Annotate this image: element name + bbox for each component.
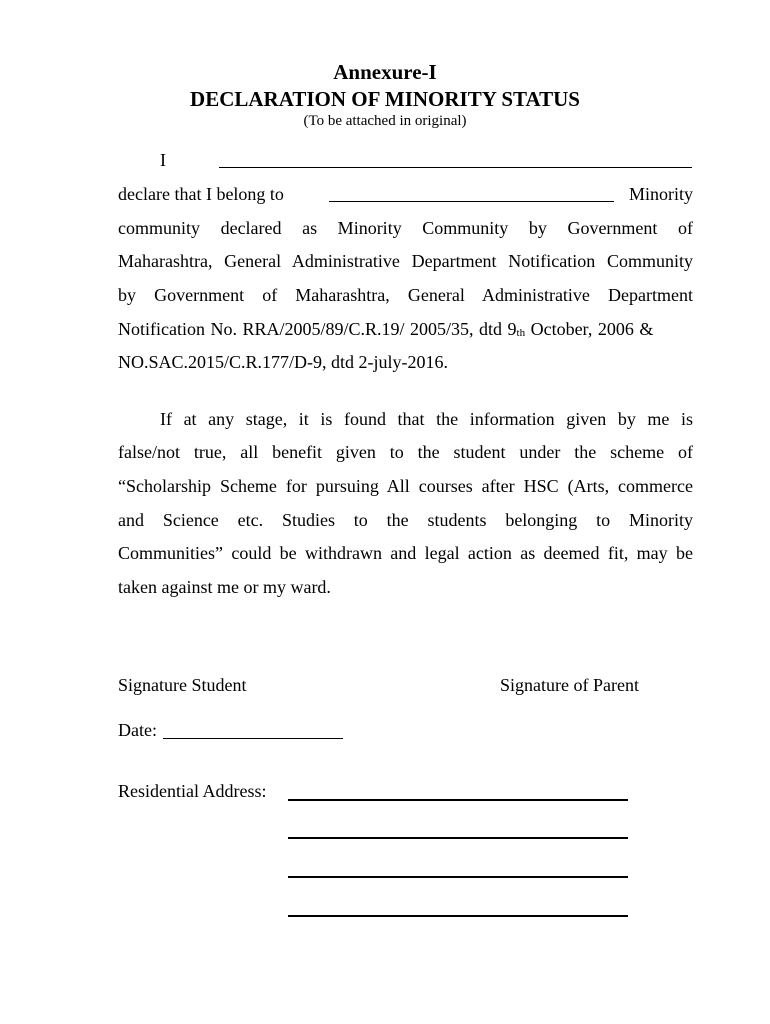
warning-line: If at any stage, it is found that the information given by me is	[160, 409, 693, 429]
address-blank-3[interactable]	[288, 876, 628, 878]
belong-suffix: Minority	[628, 184, 693, 204]
belong-prefix: declare that I belong to	[118, 184, 284, 204]
address-blank-2[interactable]	[288, 837, 628, 839]
community-blank[interactable]	[329, 184, 614, 202]
notification-last-line: NO.SAC.2015/C.R.177/D-9, dtd 2-july-2016.	[118, 352, 449, 372]
para1-line: Maharashtra, General Administrative Department Notification Community	[118, 251, 693, 271]
para1-line: community declared as Minority Community by Government of	[118, 218, 693, 238]
warning-line: Communities” could be withdrawn and legal action as deemed fit, may be	[118, 543, 693, 563]
notification-text-a: Notification No. RRA/2005/89/C.R.19/ 2005/35, dtd 9	[118, 319, 517, 339]
warning-line: and Science etc. Studies to the students belonging to Minority	[118, 510, 693, 530]
annexure-label: Annexure-I	[333, 60, 437, 84]
name-blank[interactable]	[219, 150, 692, 168]
date-blank[interactable]	[163, 738, 343, 739]
document-title: DECLARATION OF MINORITY STATUS	[190, 87, 580, 111]
document-subtitle: (To be attached in original)	[303, 113, 467, 129]
warning-line: “Scholarship Scheme for pursuing All courses after HSC (Arts, commerce	[118, 476, 693, 496]
name-line	[118, 148, 693, 172]
warning-line: false/not true, all benefit given to the student under the scheme of	[118, 442, 693, 462]
address-label: Residential Address:	[118, 781, 267, 801]
address-blank-4[interactable]	[288, 915, 628, 917]
signature-parent-label: Signature of Parent	[500, 675, 639, 695]
belong-line	[118, 182, 693, 206]
name-prefix: I	[160, 150, 166, 170]
signature-student-label: Signature Student	[118, 675, 247, 695]
address-blank-1[interactable]	[288, 799, 628, 801]
date-label: Date:	[118, 720, 157, 740]
para1-line: by Government of Maharashtra, General Administrative Department	[118, 285, 693, 305]
notification-line	[118, 317, 693, 341]
notification-text-b: October, 2006 &	[525, 319, 654, 339]
warning-last-line: taken against me or my ward.	[118, 577, 331, 597]
ordinal-suffix: th	[516, 327, 526, 339]
